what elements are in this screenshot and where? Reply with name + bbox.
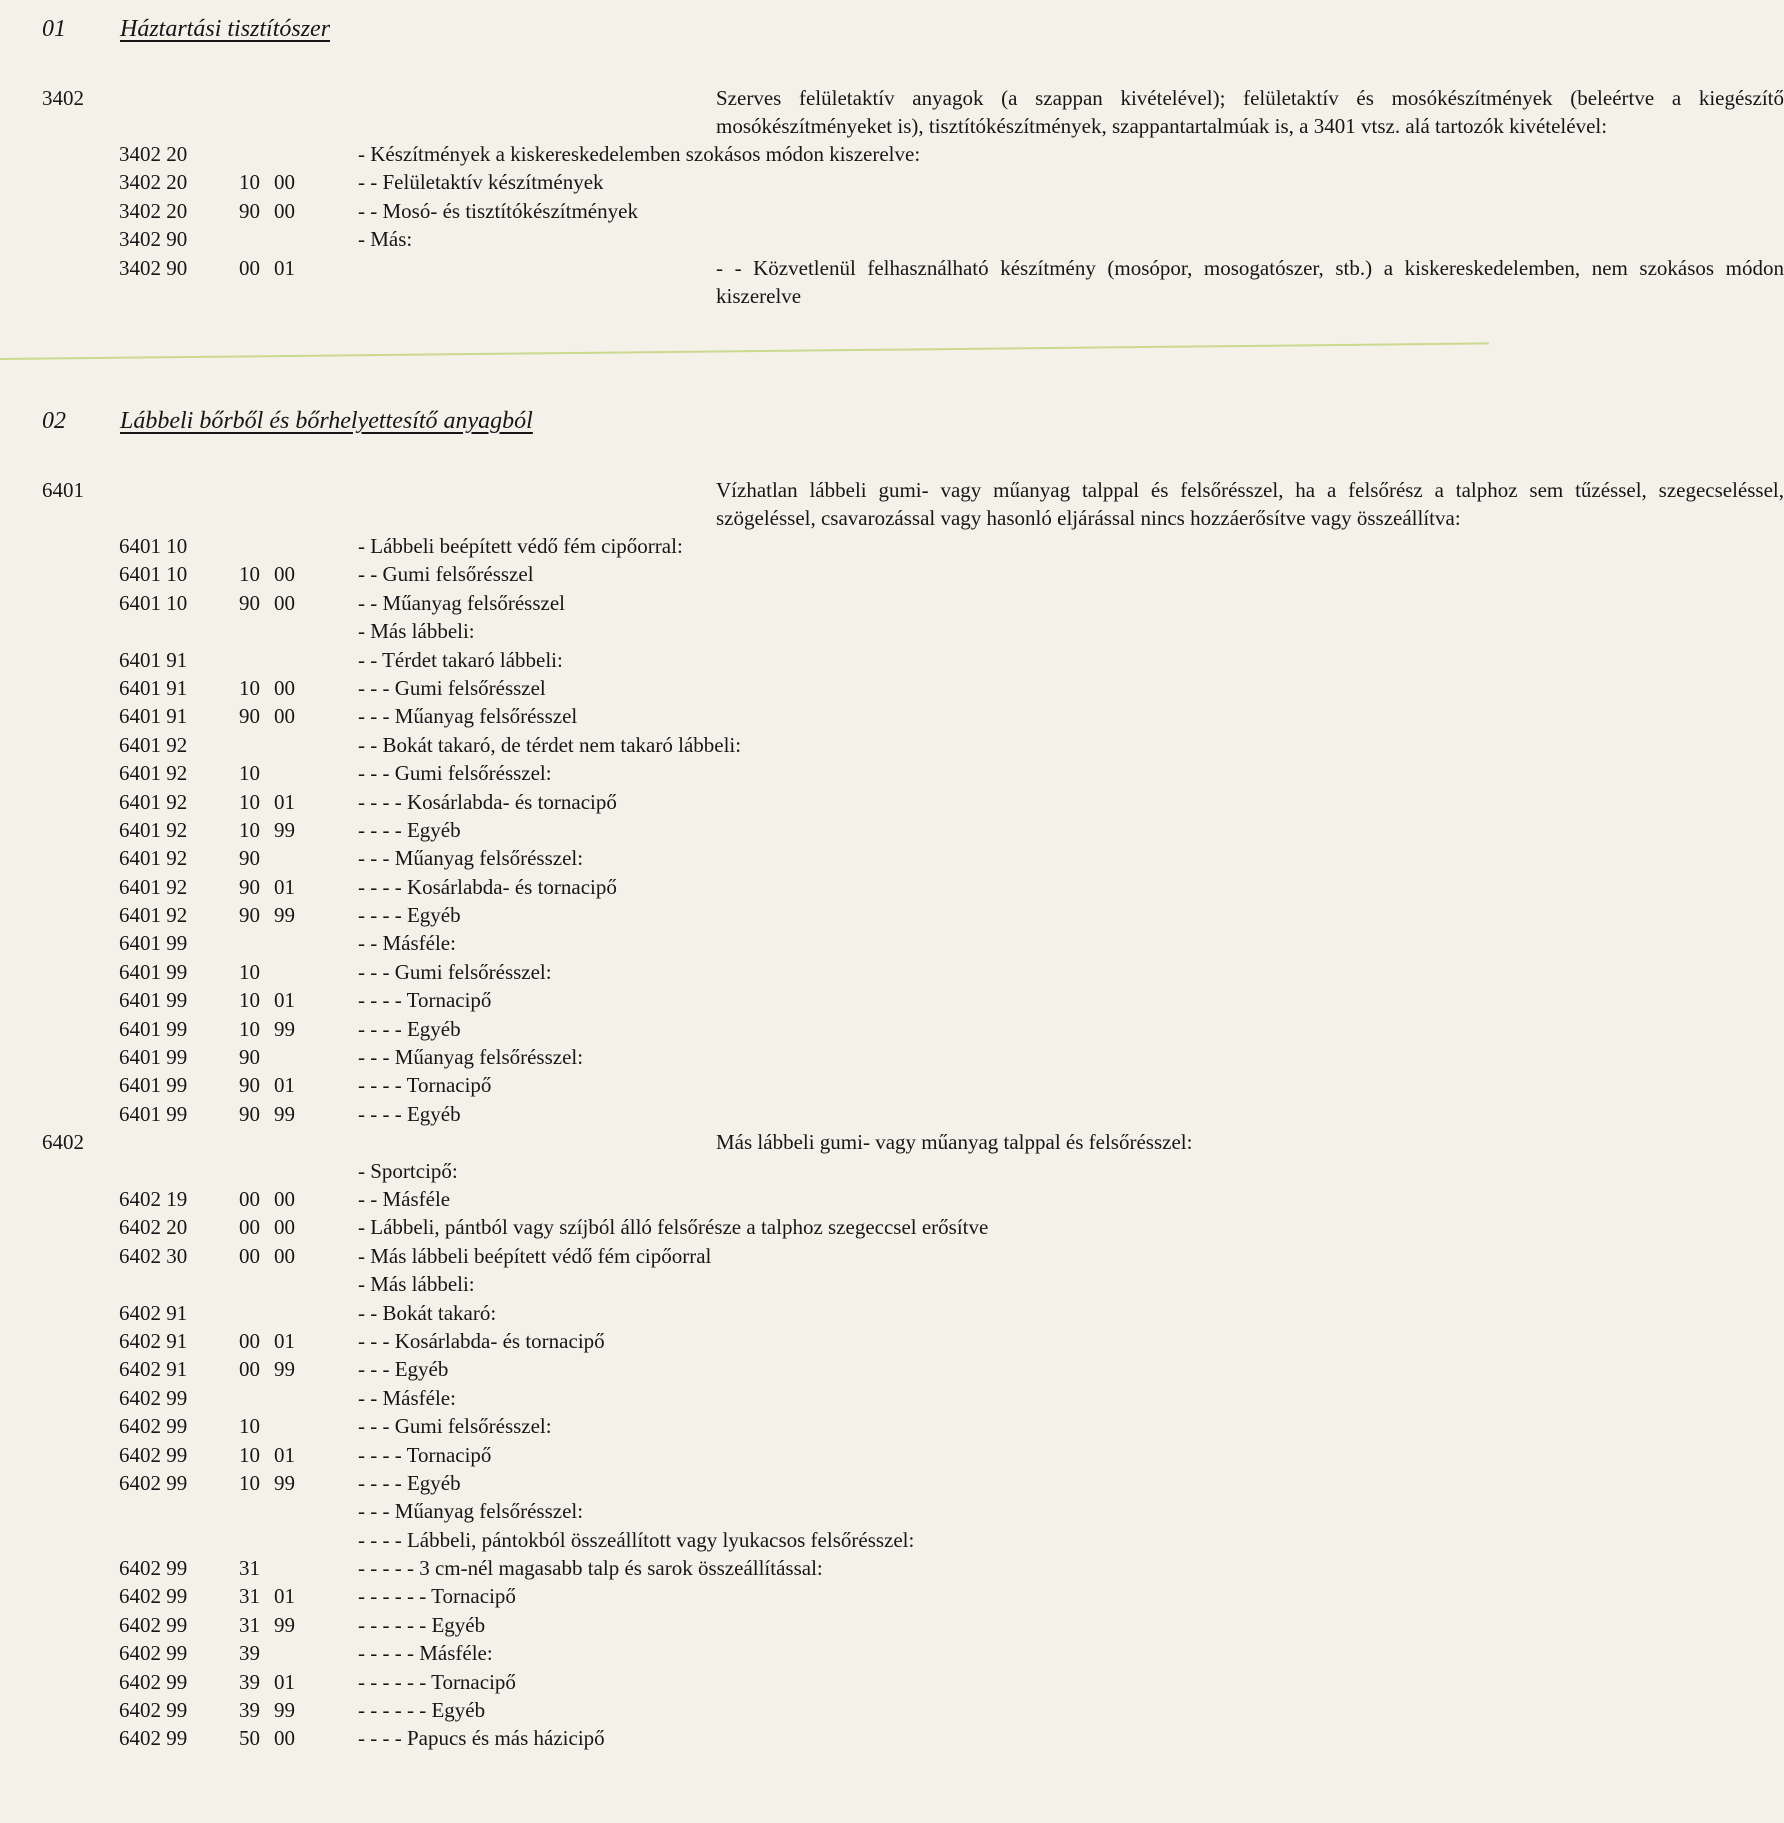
tariff-code: 6401 92 <box>119 874 188 899</box>
description: - - - - Egyéb <box>358 1470 461 1495</box>
sub-code-1: 10 <box>239 1470 260 1495</box>
tariff-code: 6401 92 <box>119 761 188 786</box>
description: - - - - - Másféle: <box>358 1641 493 1666</box>
tariff-code: 6402 99 <box>119 1641 188 1666</box>
description: - Más lábbeli: <box>358 619 475 644</box>
tariff-row <box>0 1355 1489 1383</box>
sub-code-1: 90 <box>239 903 260 928</box>
sub-code-1: 90 <box>239 846 260 871</box>
tariff-code: 6401 99 <box>119 1016 188 1041</box>
sub-code-1: 00 <box>239 255 260 280</box>
description: Szerves felületaktív anyagok (a szappan kivételével); felületaktív és mosókészítmények (beleértve a kiegészítő mosókészítményeket is), tisztítókészítmények, szappantartalmúak is, a 3401 vtsz. alá tartozók kivételével: <box>716 86 1784 138</box>
tariff-row <box>0 1412 1489 1440</box>
sub-code-1: 39 <box>239 1641 260 1666</box>
description: - - - Műanyag felsőrésszel <box>358 704 578 729</box>
heading-code: 3402 <box>42 86 84 110</box>
section-divider <box>0 342 1489 360</box>
description: - - - - Papucs és más házicipő <box>358 1726 605 1751</box>
section-title: Háztartási tisztítószer <box>120 16 331 42</box>
description: - Sportcipő: <box>358 1158 458 1183</box>
heading-code: 6402 <box>42 1130 84 1155</box>
sub-code-2: 01 <box>274 255 295 280</box>
sub-code-2: 99 <box>274 1016 295 1041</box>
section-heading <box>42 14 330 44</box>
tariff-code: 6402 99 <box>119 1385 188 1410</box>
tariff-code: 6401 10 <box>119 562 188 587</box>
tariff-row <box>0 1242 1489 1270</box>
tariff-row <box>0 1582 1489 1610</box>
description: - - Bokát takaró: <box>358 1300 497 1325</box>
tariff-row <box>0 1668 1489 1696</box>
tariff-row <box>0 816 1489 844</box>
tariff-table-1 <box>0 84 1784 310</box>
tariff-code: 6402 19 <box>119 1186 188 1211</box>
description: Vízhatlan lábbeli gumi- vagy műanyag talppal és felsőrésszel, ha a felsőrész a talphoz sem tűzéssel, szegecseléssel, szögeléssel, csavarozással vagy hasonló eljárással nincs hozzáerősítve vagy összeállítva: <box>716 478 1784 530</box>
sub-code-2: 00 <box>274 675 295 700</box>
description: - - - - - - Egyéb <box>358 1612 486 1637</box>
tariff-row <box>0 168 1489 196</box>
tariff-row <box>0 1213 1489 1241</box>
tariff-code: 6402 91 <box>119 1300 188 1325</box>
description: - - - - - 3 cm-nél magasabb talp és sarok összeállítással: <box>358 1556 823 1581</box>
tariff-code: 6402 99 <box>119 1726 188 1751</box>
tariff-table-2 <box>0 476 1784 1753</box>
description: - - - Gumi felsőrésszel: <box>358 761 552 786</box>
sub-code-1: 90 <box>239 874 260 899</box>
tariff-code: 6401 99 <box>119 1045 188 1070</box>
tariff-row <box>0 1497 1489 1525</box>
sub-code-1: 39 <box>239 1669 260 1694</box>
description: - - - Műanyag felsőrésszel: <box>358 1499 584 1524</box>
sub-code-2: 99 <box>274 1101 295 1126</box>
description: - Más lábbeli beépített védő fém cipőorral <box>358 1243 712 1268</box>
tariff-code: 6401 91 <box>119 647 188 672</box>
tariff-code: 6401 99 <box>119 959 188 984</box>
description: - - - - - - Tornacipő <box>358 1584 516 1609</box>
tariff-code: 6402 99 <box>119 1612 188 1637</box>
description: - - - - - - Egyéb <box>358 1698 486 1723</box>
tariff-row <box>0 1724 1489 1752</box>
sub-code-1: 00 <box>239 1328 260 1353</box>
sub-code-1: 90 <box>239 1073 260 1098</box>
tariff-row <box>0 1554 1489 1582</box>
description: - - Gumi felsőrésszel <box>358 562 534 587</box>
tariff-row <box>0 532 1489 560</box>
tariff-row <box>0 646 1489 674</box>
sub-code-1: 50 <box>239 1726 260 1751</box>
tariff-row <box>0 1469 1489 1497</box>
sub-code-1: 90 <box>239 590 260 615</box>
tariff-row <box>0 788 1489 816</box>
description: - - - - - - Tornacipő <box>358 1669 516 1694</box>
description: - - Felületaktív készítmények <box>358 170 604 195</box>
tariff-code: 3402 20 <box>119 142 188 166</box>
tariff-code: 3402 20 <box>119 170 188 195</box>
description: - - Mosó- és tisztítókészítmények <box>358 198 638 223</box>
sub-code-2: 01 <box>274 988 295 1013</box>
tariff-code: 6401 10 <box>119 534 188 558</box>
tariff-row <box>0 1327 1489 1355</box>
tariff-code: 6402 99 <box>119 1470 188 1495</box>
tariff-row <box>0 1611 1489 1639</box>
description: - - - Kosárlabda- és tornacipő <box>358 1328 605 1353</box>
sub-code-1: 90 <box>239 704 260 729</box>
tariff-code: 6401 99 <box>119 931 188 956</box>
description: - - - - Kosárlabda- és tornacipő <box>358 874 617 899</box>
sub-code-2: 99 <box>274 817 295 842</box>
sub-code-2: 01 <box>274 789 295 814</box>
sub-code-2: 00 <box>274 1215 295 1240</box>
description: Más lábbeli gumi- vagy műanyag talppal és felsőrésszel: <box>716 1130 1193 1155</box>
sub-code-1: 39 <box>239 1698 260 1723</box>
sub-code-2: 01 <box>274 1328 295 1353</box>
tariff-code: 6401 99 <box>119 1073 188 1098</box>
tariff-row <box>0 560 1489 588</box>
description: - - - Műanyag felsőrésszel: <box>358 846 584 871</box>
tariff-row <box>0 1185 1489 1213</box>
tariff-row <box>0 1526 1489 1554</box>
sub-code-1: 10 <box>239 562 260 587</box>
tariff-row <box>0 1299 1489 1327</box>
description: - - Térdet takaró lábbeli: <box>358 647 563 672</box>
description: - Más: <box>358 227 413 252</box>
sub-code-1: 10 <box>239 988 260 1013</box>
sub-code-2: 01 <box>274 1584 295 1609</box>
tariff-code: 6402 91 <box>119 1328 188 1353</box>
sub-code-1: 90 <box>239 198 260 223</box>
tariff-code: 6401 10 <box>119 590 188 615</box>
sub-code-1: 10 <box>239 817 260 842</box>
tariff-row <box>0 1384 1489 1412</box>
section-heading <box>42 406 533 436</box>
description: - - - - Egyéb <box>358 1016 461 1041</box>
sub-code-2: 01 <box>274 1442 295 1467</box>
tariff-code: 6402 99 <box>119 1442 188 1467</box>
tariff-row <box>0 901 1489 929</box>
tariff-code: 6401 99 <box>119 1101 188 1126</box>
sub-code-2: 99 <box>274 903 295 928</box>
tariff-code: 6402 99 <box>119 1698 188 1723</box>
sub-code-1: 31 <box>239 1556 260 1581</box>
tariff-row <box>0 1696 1489 1724</box>
tariff-row <box>0 225 1489 253</box>
tariff-row <box>0 674 1489 702</box>
description: - Készítmények a kiskereskedelemben szokásos módon kiszerelve: <box>358 142 921 166</box>
sub-code-1: 90 <box>239 1045 260 1070</box>
description: - - - - Tornacipő <box>358 1442 492 1467</box>
description: - - - Műanyag felsőrésszel: <box>358 1045 584 1070</box>
tariff-code: 6401 92 <box>119 732 188 757</box>
description: - - Műanyag felsőrésszel <box>358 590 566 615</box>
description: - - - - Egyéb <box>358 1101 461 1126</box>
sub-code-2: 01 <box>274 1073 295 1098</box>
description: - Más lábbeli: <box>358 1272 475 1297</box>
sub-code-2: 99 <box>274 1612 295 1637</box>
sub-code-1: 10 <box>239 675 260 700</box>
sub-code-2: 00 <box>274 590 295 615</box>
sub-code-2: 00 <box>274 704 295 729</box>
tariff-row <box>0 140 1489 168</box>
tariff-row <box>0 1015 1489 1043</box>
tariff-code: 6402 99 <box>119 1556 188 1581</box>
sub-code-1: 31 <box>239 1612 260 1637</box>
section-number: 01 <box>42 16 66 42</box>
sub-code-1: 00 <box>239 1243 260 1268</box>
sub-code-1: 00 <box>239 1186 260 1211</box>
sub-code-1: 90 <box>239 1101 260 1126</box>
tariff-row <box>0 84 1784 140</box>
sub-code-1: 10 <box>239 959 260 984</box>
sub-code-1: 00 <box>239 1357 260 1382</box>
description: - Lábbeli beépített védő fém cipőorral: <box>358 534 683 558</box>
sub-code-2: 99 <box>274 1357 295 1382</box>
tariff-row <box>0 759 1489 787</box>
tariff-code: 6401 91 <box>119 704 188 729</box>
tariff-code: 6401 92 <box>119 846 188 871</box>
tariff-row <box>0 1441 1489 1469</box>
tariff-code: 6401 91 <box>119 675 188 700</box>
tariff-code: 6401 92 <box>119 789 188 814</box>
sub-code-2: 01 <box>274 874 295 899</box>
tariff-row <box>0 254 1784 310</box>
tariff-code: 3402 90 <box>119 255 188 280</box>
tariff-row <box>0 1071 1489 1099</box>
description: - - - - Tornacipő <box>358 988 492 1013</box>
description: - Lábbeli, pántból vagy szíjból álló felsőrésze a talphoz szegeccsel erősítve <box>358 1215 989 1240</box>
tariff-row <box>0 1128 1489 1156</box>
sub-code-1: 10 <box>239 761 260 786</box>
tariff-row <box>0 1043 1489 1071</box>
tariff-row <box>0 617 1489 645</box>
sub-code-1: 10 <box>239 1442 260 1467</box>
sub-code-2: 99 <box>274 1470 295 1495</box>
tariff-code: 6402 91 <box>119 1357 188 1382</box>
tariff-row <box>0 929 1489 957</box>
description: - - Bokát takaró, de térdet nem takaró lábbeli: <box>358 732 742 757</box>
description: - - - - Tornacipő <box>358 1073 492 1098</box>
description: - - Másféle <box>358 1186 451 1211</box>
tariff-code: 6402 20 <box>119 1215 188 1240</box>
description: - - - Gumi felsőrésszel: <box>358 1414 552 1439</box>
sub-code-2: 00 <box>274 1243 295 1268</box>
sub-code-1: 00 <box>239 1215 260 1240</box>
description: - - - - Lábbeli, pántokból összeállított vagy lyukacsos felsőrésszel: <box>358 1527 915 1552</box>
sub-code-2: 00 <box>274 170 295 195</box>
tariff-code: 6402 30 <box>119 1243 188 1268</box>
tariff-code: 3402 90 <box>119 227 188 252</box>
tariff-code: 6401 92 <box>119 817 188 842</box>
tariff-row <box>0 958 1489 986</box>
tariff-row <box>0 1157 1489 1185</box>
heading-code: 6401 <box>42 478 84 502</box>
tariff-row <box>0 1270 1489 1298</box>
description: - - - Gumi felsőrésszel <box>358 675 546 700</box>
tariff-row <box>0 702 1489 730</box>
description: - - Másféle: <box>358 1385 456 1410</box>
description: - - Közvetlenül felhasználható készítmény (mosópor, mosogatószer, stb.) a kiskereskedelemben, nem szokásos módon kiszerelve <box>716 255 1784 308</box>
sub-code-1: 10 <box>239 789 260 814</box>
tariff-code: 6402 99 <box>119 1414 188 1439</box>
tariff-code: 6401 99 <box>119 988 188 1013</box>
description: - - - Egyéb <box>358 1357 449 1382</box>
tariff-code: 3402 20 <box>119 198 188 223</box>
section-number: 02 <box>42 408 66 434</box>
sub-code-1: 10 <box>239 1414 260 1439</box>
tariff-row <box>0 873 1489 901</box>
sub-code-2: 00 <box>274 198 295 223</box>
tariff-row <box>0 1639 1489 1667</box>
sub-code-2: 01 <box>274 1669 295 1694</box>
tariff-code: 6402 99 <box>119 1584 188 1609</box>
tariff-row <box>0 476 1784 532</box>
description: - - - - Kosárlabda- és tornacipő <box>358 789 617 814</box>
description: - - Másféle: <box>358 931 456 956</box>
sub-code-1: 10 <box>239 1016 260 1041</box>
sub-code-1: 31 <box>239 1584 260 1609</box>
sub-code-2: 00 <box>274 1726 295 1751</box>
sub-code-2: 00 <box>274 562 295 587</box>
tariff-code: 6402 99 <box>119 1669 188 1694</box>
tariff-row <box>0 844 1489 872</box>
description: - - - Gumi felsőrésszel: <box>358 959 552 984</box>
description: - - - - Egyéb <box>358 903 461 928</box>
sub-code-2: 99 <box>274 1698 295 1723</box>
section-title: Lábbeli bőrből és bőrhelyettesítő anyagból <box>120 408 533 434</box>
tariff-row <box>0 986 1489 1014</box>
tariff-row <box>0 197 1489 225</box>
description: - - - - Egyéb <box>358 817 461 842</box>
tariff-code: 6401 92 <box>119 903 188 928</box>
tariff-row <box>0 589 1489 617</box>
tariff-row <box>0 1100 1489 1128</box>
sub-code-1: 10 <box>239 170 260 195</box>
sub-code-2: 00 <box>274 1186 295 1211</box>
tariff-row <box>0 731 1489 759</box>
